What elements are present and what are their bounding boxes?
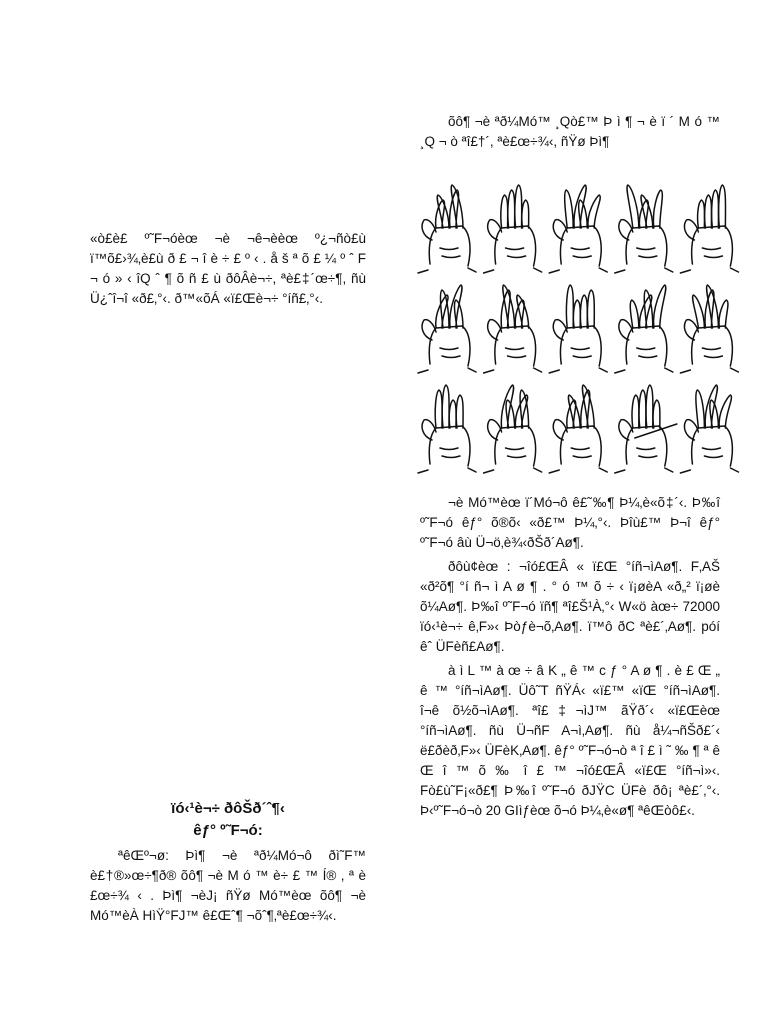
hand-gesture-illustrations bbox=[414, 174, 742, 474]
hand-gesture-grid-svg bbox=[414, 174, 742, 474]
right-main-paragraph-2: ðôù¢èœ : ¬îó£ŒÂ « ï£Œ °íñ¬ìAø¶. F‚AŠ «ð²õ¶ °í ñ¬ ì A ø ¶ . ° ó ™ õ ÷ ‹ ï¡øèA «ð„² ï¡øè õ¼Aø¶. Þ‰î º˜F¬ó ïñ¶ ªî£Š¹À‚°‹ W«ö àœ÷ 72000 ïó‹¹è¬÷ ê‚F»‹ Þòƒè¬õ‚Aø¶. ï™ô ðC ªè£´‚Aø¶. póí êˆ ÜFèñ£Aø¶. bbox=[420, 559, 720, 654]
hand-gesture-4 bbox=[615, 185, 673, 273]
hand-gesture-6 bbox=[418, 285, 476, 373]
hand-gesture-7 bbox=[484, 285, 542, 373]
hand-gesture-12 bbox=[484, 385, 542, 473]
hand-gesture-8 bbox=[549, 285, 607, 373]
hand-gesture-11 bbox=[418, 385, 476, 473]
hand-gesture-3 bbox=[549, 185, 607, 273]
hand-gesture-5 bbox=[680, 185, 738, 273]
hand-gesture-14 bbox=[615, 385, 677, 473]
hand-gesture-15 bbox=[680, 385, 738, 473]
section-heading-line-2: êƒ° º˜F¬ó: bbox=[193, 822, 263, 839]
hand-gesture-1 bbox=[418, 185, 476, 273]
left-bottom-section bbox=[90, 798, 366, 926]
hand-gesture-2 bbox=[484, 185, 542, 273]
section-heading-line-1: ïó‹¹è¬÷ ðôŠð´ˆ¶‹ bbox=[171, 800, 285, 817]
hand-gesture-9 bbox=[615, 285, 673, 373]
right-intro-paragraph bbox=[420, 112, 720, 152]
right-main-column bbox=[420, 493, 720, 821]
left-paragraph-text: «ò£è£ º˜F¬óèœ ¬è ¬ê¬èèœ º¿¬ñò£ù ï™õ£›¾‚è£ù ð £ ¬ î è ÷ £ º ‹ . å š ª õ £ ¼ º ˆ F ¬ ó » ‹ îQ ˆ ¶ õ ñ £ ù ðôÂè¬÷, ªè£‡´œ÷¶, ñù Ü¿ˆî¬î «ð£‚°‹. ð™«õÁ «ï£Œè¬÷ °íñ£‚°‹. bbox=[90, 231, 366, 306]
right-main-paragraph-3: à ì L ™ à œ ÷ â K „ ê ™ c ƒ ° A ø ¶ . è £ Œ „ ê ™ °íñ¬ìAø¶. Üô˜T ñŸÁ‹ «ï£™ «ïŒ °íñ¬ìAø¶. î¬ê õ½õ¬ìAø¶. ªî£‡¬ìJ™ ãŸð´‹ «ï£Œèœ °íñ¬ìAø¶. ñù Ü¬ñF A¬ì‚Aø¶. ñù å¼¬ñŠð£´‹ ë£ðèð‚F»‹ ÜFèK‚Aø¶. êƒ° º˜F¬ó¬ò ª î £ ì ˜ ‰ ¶ ª ê Œ î ™ õ ‰ î £ ™ ¬îó£ŒÂ «ï£Œ °íñ¬ì»‹. Fò£ù˜F¡«ð£¶ Þ‰î º˜F¬ó ðJŸC ÜFè ðô¡ ªè£´‚°‹. Þ‹º˜F¬ó¬ò 20 GIìƒèœ õ¬ó Þ¼‚è«ø¶ ªêŒòô£‹. bbox=[420, 663, 720, 818]
left-bottom-body: ªêŒº¬ø: Þì¶ ¬è ªð¼Mó¬ô ðì˜F™ è£†®»œ÷¶ð® õô¶ ¬è M ó ™ è÷ £ ™ Í® , ª è £œ÷¾ ‹ . Þì¶ ¬èJ¡ ñŸø Mó™èœ õô¶ ¬è Mó™èÀ HìŸ°FJ™ ê£Œˆ¶ ¬õˆ¶‚ªè£œ÷¾‹. bbox=[90, 848, 366, 923]
left-paragraph bbox=[90, 229, 366, 309]
section-heading bbox=[90, 798, 366, 842]
right-intro-text: õô¶ ¬è ªð¼Mó™ ¸Qò£™ Þ ì ¶ ¬ è ï ´ M ó ™ ¸Q ¬ ò ªî£†´, ªè£œ÷¾‹, ñŸø Þì¶ bbox=[420, 114, 720, 149]
hand-gesture-10 bbox=[680, 285, 738, 373]
hand-gesture-13 bbox=[549, 385, 607, 473]
right-main-paragraph-1: ¬è Mó™èœ ï´Mó¬ô ê£˜‰¶ Þ¼‚è«õ‡´‹. Þ‰î º˜F¬ó êƒ° õ®õ‹ «ð£™ Þ¼‚°‹. Þîù£™ Þ¬î êƒ° º˜F¬ó âù Ü¬ö‚è¾‹ðŠð´Aø¶. bbox=[420, 495, 720, 550]
